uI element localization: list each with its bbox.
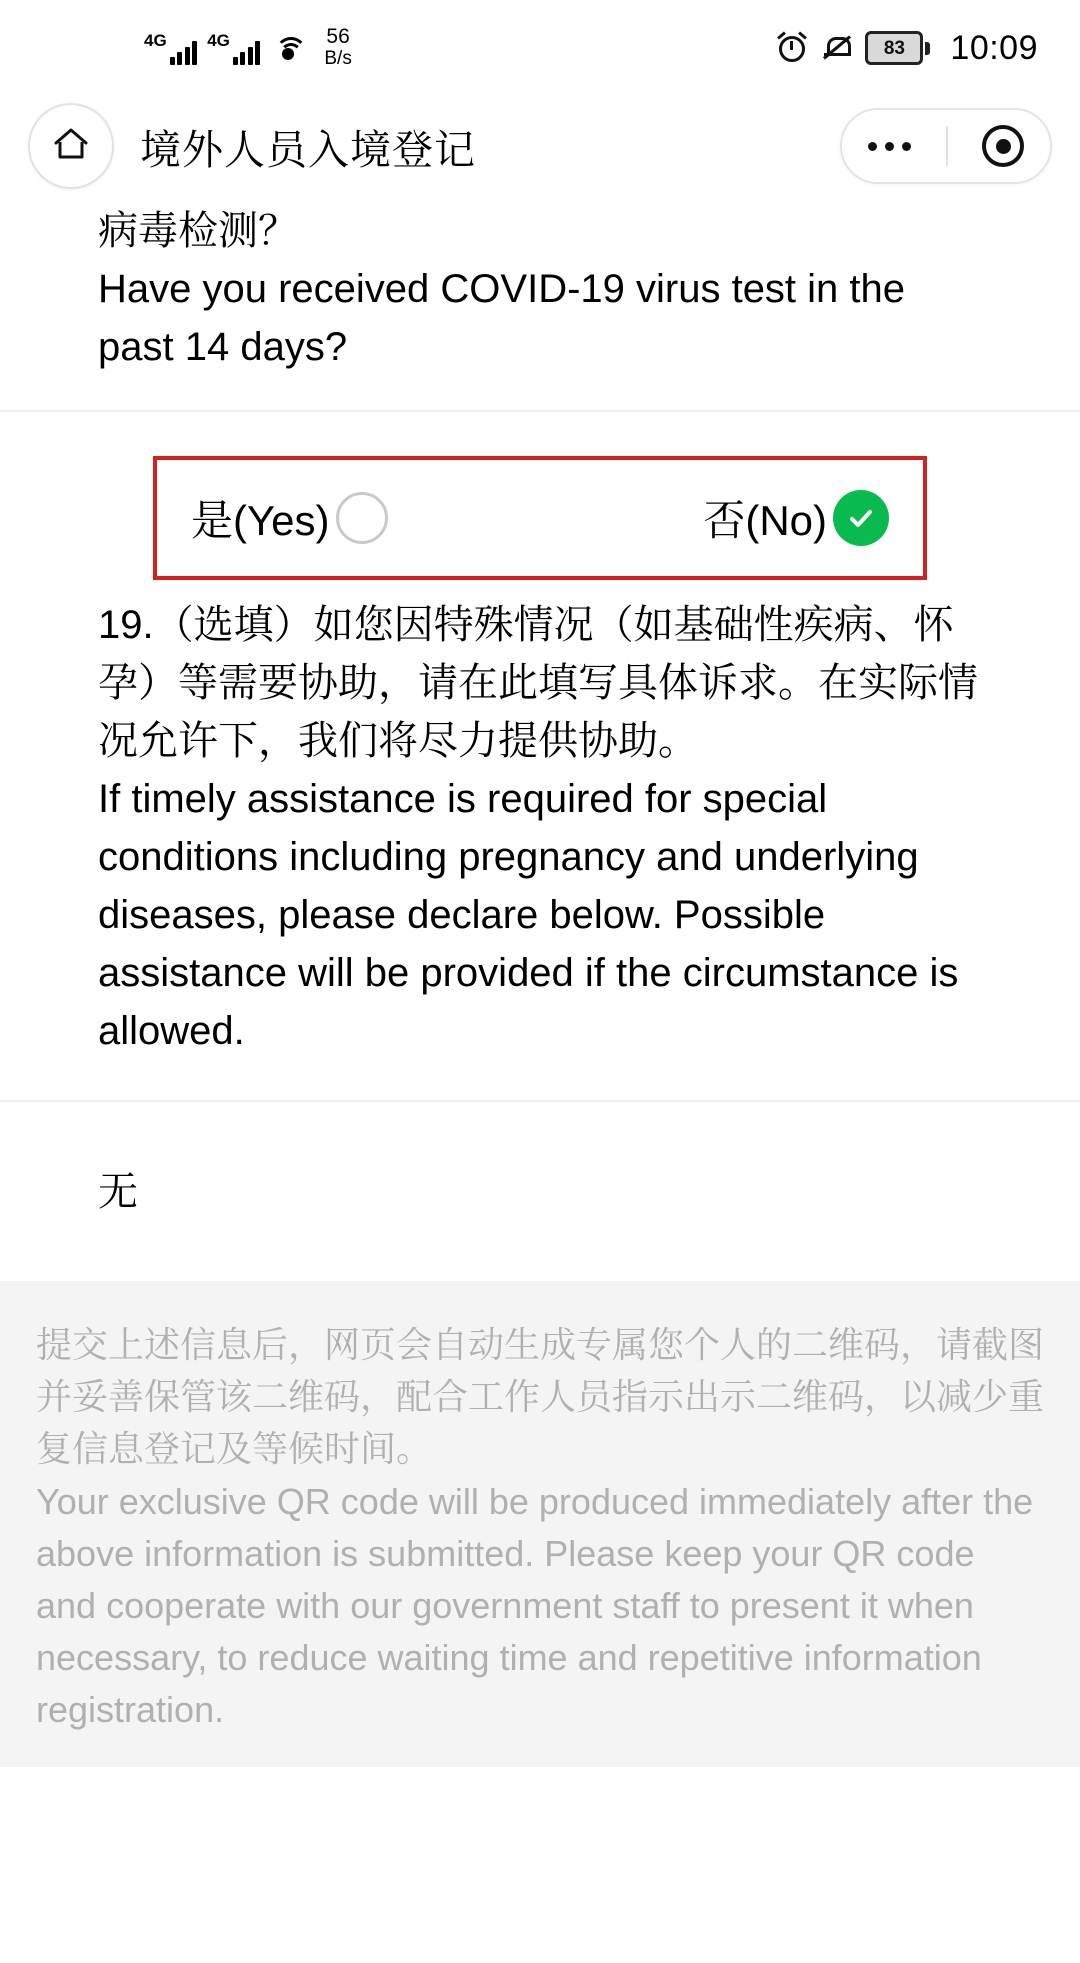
capsule-divider: [946, 126, 948, 166]
answer-highlight-box: [153, 456, 927, 580]
signal-bars-1: [170, 39, 198, 65]
footer-note-en: Your exclusive QR code will be produced immediately after the above information is submitted. Please keep your QR code and cooperate with our government staff to present it when necessary, to reduce waiting time and repetitive information registration.: [36, 1480, 1034, 1731]
option-yes-label: 是(Yes): [191, 497, 330, 544]
radio-unselected-icon[interactable]: [336, 492, 388, 544]
question-18-answer-zone: [0, 412, 1080, 580]
signal-icon-2: [207, 32, 260, 65]
network-speed-value: 56: [326, 25, 350, 49]
battery-icon: [865, 31, 930, 65]
question-18-en: Have you received COVID-19 virus test in the past 14 days?: [98, 267, 906, 369]
question-19-cn: 19.（选填）如您因特殊情况（如基础性疾病、怀孕）等需要协助，请在此填写具体诉求。在实际情况允许下，我们将尽力提供协助。: [98, 603, 978, 763]
footer-note-cn: 提交上述信息后，网页会自动生成专属您个人的二维码，请截图并妥善保管该二维码，配合工作人员指示出示二维码，以减少重复信息登记及等候时间。: [36, 1324, 1045, 1470]
question-19-text: [0, 580, 1080, 1100]
bell-muted-icon: [821, 33, 851, 63]
option-yes[interactable]: [191, 488, 388, 548]
page-title: 境外人员入境登记: [140, 126, 476, 173]
mini-program-capsule[interactable]: [840, 108, 1052, 184]
network-speed: [324, 26, 351, 69]
more-options-icon[interactable]: [868, 142, 911, 151]
network-type-label-2: 4G: [207, 30, 230, 50]
status-bar: [0, 0, 1080, 96]
question-19-value: 无: [98, 1170, 138, 1214]
option-no[interactable]: [703, 488, 889, 548]
page-content: [0, 196, 1080, 1767]
app-header: [0, 96, 1080, 196]
status-bar-left: [144, 26, 352, 69]
question-19-input[interactable]: [0, 1102, 1080, 1281]
signal-bars-2: [233, 39, 261, 65]
signal-icon-1: [144, 32, 197, 65]
battery-percent: 83: [883, 37, 905, 59]
home-button[interactable]: [28, 103, 114, 189]
footer-note: [0, 1281, 1080, 1767]
wifi-icon: [274, 35, 308, 61]
app-header-left: [28, 103, 476, 189]
status-bar-right: [777, 29, 1038, 68]
question-18-cn: 病毒检测？: [98, 209, 298, 253]
network-type-label-1: 4G: [144, 30, 167, 50]
question-19-en: If timely assistance is required for special conditions including pregnancy and underlying diseases, please declare below. Possible assistance will be provided if the circumstance is allowed.: [98, 777, 959, 1053]
question-18-text: [0, 196, 1080, 410]
status-bar-clock: 10:09: [950, 28, 1038, 67]
network-speed-unit: B/s: [324, 48, 352, 70]
home-icon: [50, 123, 92, 170]
target-circle-icon[interactable]: [982, 125, 1024, 167]
radio-selected-check-icon[interactable]: [833, 490, 889, 546]
option-no-label: 否(No): [703, 497, 827, 544]
alarm-icon: [777, 33, 807, 63]
